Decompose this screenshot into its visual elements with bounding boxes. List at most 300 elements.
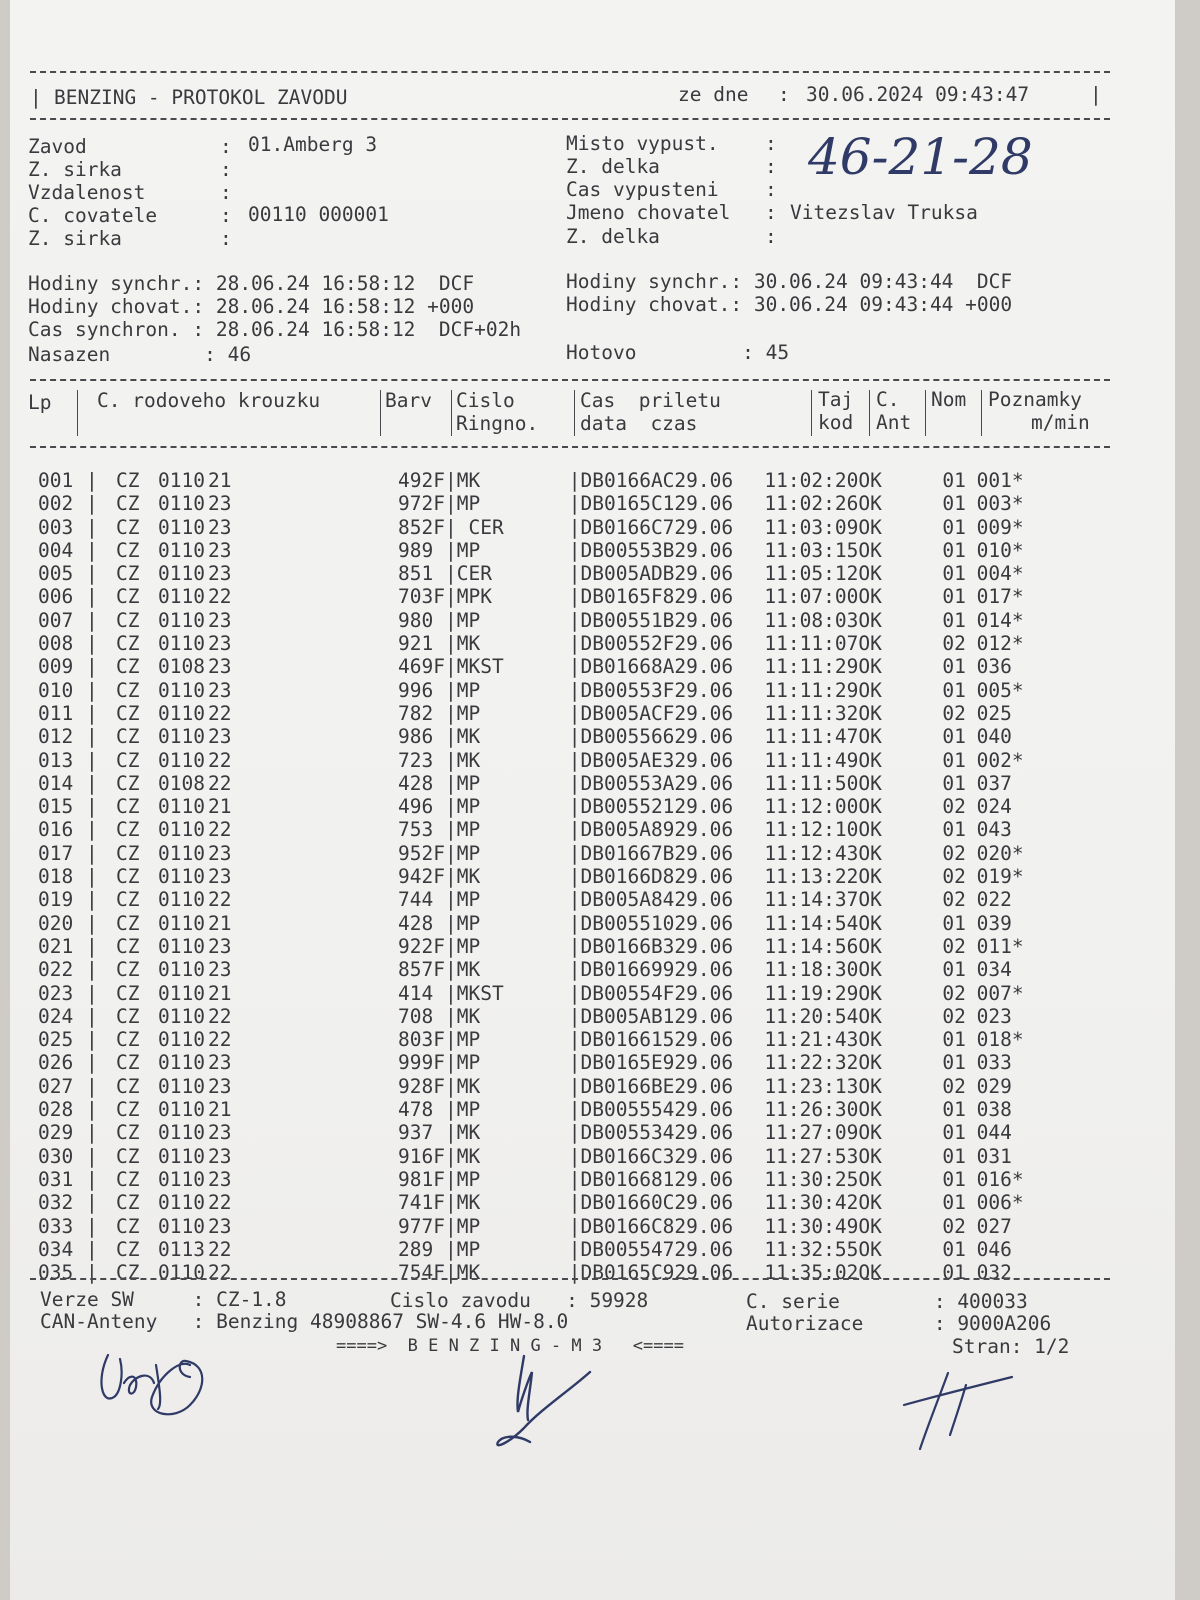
nom-number: 027 — [976, 1214, 1012, 1238]
arrival-time: 11:11:29 — [764, 655, 859, 679]
spacer — [312, 539, 362, 562]
divider: | — [568, 771, 581, 795]
nom-number: 018 — [976, 1028, 1012, 1052]
antenna-number: 01 — [942, 469, 966, 492]
antenna-number: 01 — [942, 562, 966, 586]
divider: | — [568, 1261, 581, 1285]
spacer — [362, 632, 389, 655]
divider: | — [445, 585, 457, 609]
ring-org: 0110 — [158, 608, 205, 632]
note-star: * — [1011, 865, 1024, 889]
info-colon: : — [220, 181, 232, 204]
antenna-number: 02 — [942, 1214, 966, 1238]
row-position: 003 — [38, 515, 74, 539]
divider: | — [445, 911, 457, 935]
secret-code: OK — [858, 795, 882, 819]
row-position: 028 — [38, 1098, 74, 1122]
arrival-date: 29.06 — [674, 888, 734, 912]
electronic-ring-number: DB005566 — [580, 725, 675, 749]
ring-org: 0110 — [158, 1167, 205, 1191]
row-position: 031 — [38, 1167, 74, 1191]
spacer — [312, 632, 362, 655]
ring-org: 0110 — [158, 1261, 205, 1285]
ring-year: 23 — [208, 1144, 232, 1168]
spacer — [268, 818, 312, 841]
antenna-number: 01 — [942, 655, 966, 679]
color-code: MP — [456, 538, 481, 562]
nom-number: 009 — [976, 515, 1012, 539]
antenna-number: 01 — [942, 1051, 966, 1075]
table-row — [38, 655, 1032, 678]
ring-year: 23 — [208, 562, 232, 586]
nom-number: 031 — [976, 1144, 1012, 1168]
row-position: 022 — [38, 958, 74, 982]
table-row — [38, 1191, 1032, 1214]
divider: | — [86, 795, 98, 819]
table-row — [38, 982, 1032, 1005]
electronic-ring-number: DB00554F — [580, 981, 675, 1005]
antenna-number: 01 — [942, 958, 966, 982]
arrival-date: 29.06 — [674, 981, 734, 1005]
nom-number: 024 — [976, 795, 1012, 819]
color-code: MK — [456, 1004, 481, 1028]
ring-country: CZ — [116, 655, 140, 679]
color-code: MP — [456, 841, 481, 865]
secret-code: OK — [858, 1261, 882, 1285]
table-row — [38, 772, 1032, 795]
info-label: C. covatele — [28, 204, 158, 227]
color-code: CER — [456, 562, 492, 586]
ring-number: 478 — [398, 1098, 445, 1122]
ring-year: 22 — [208, 888, 232, 912]
spacer — [312, 1261, 362, 1284]
ring-org: 0110 — [158, 515, 205, 539]
header-left-border: | — [30, 86, 42, 109]
spacer — [908, 1215, 942, 1238]
color-code: MP — [456, 1028, 481, 1052]
nom-number: 010 — [976, 538, 1012, 562]
info-colon: : — [765, 178, 777, 201]
ring-year: 23 — [208, 678, 232, 702]
table-row — [38, 842, 1032, 865]
col-ringno-2: Ringno. — [456, 412, 539, 435]
ring-number: 999F — [398, 1051, 445, 1075]
divider: | — [86, 562, 98, 586]
ring-org: 0110 — [158, 818, 205, 842]
spacer — [268, 1028, 312, 1051]
divider: | — [568, 1051, 581, 1075]
spacer — [312, 935, 362, 958]
divider: | — [445, 981, 457, 1005]
header-divider — [925, 390, 926, 436]
note-star: * — [1011, 608, 1024, 632]
spacer — [268, 912, 312, 935]
electronic-ring-number: DB005ADB — [580, 562, 675, 586]
spacer — [362, 888, 389, 911]
antenna-number: 01 — [942, 1167, 966, 1191]
electronic-ring-number: DB0166BE — [580, 1074, 675, 1098]
divider: | — [445, 701, 457, 725]
ring-number: 744 — [398, 888, 445, 912]
electronic-ring-number: DB005A84 — [580, 888, 675, 912]
results-table — [38, 469, 1032, 1284]
spacer — [362, 795, 389, 818]
divider: | — [568, 841, 581, 865]
table-row — [38, 725, 1032, 748]
electronic-ring-number: DB005ACF — [580, 701, 675, 725]
row-position: 032 — [38, 1191, 74, 1215]
note-star: * — [1011, 632, 1024, 656]
ring-number: 469F — [398, 655, 445, 679]
electronic-ring-number: DB005554 — [580, 1098, 675, 1122]
arrival-time: 11:30:42 — [764, 1191, 859, 1215]
divider: | — [445, 515, 457, 539]
color-code: MK — [456, 725, 481, 749]
spacer — [312, 1028, 362, 1051]
arrival-date: 29.06 — [674, 1051, 734, 1075]
divider: | — [445, 1237, 457, 1261]
divider: | — [568, 865, 581, 889]
spacer — [312, 982, 362, 1005]
row-position: 010 — [38, 678, 74, 702]
spacer — [908, 516, 942, 539]
nom-number: 014 — [976, 608, 1012, 632]
divider: | — [568, 934, 581, 958]
ring-number: 952F — [398, 841, 445, 865]
color-code: MP — [456, 608, 481, 632]
table-row — [38, 632, 1032, 655]
spacer — [362, 516, 389, 539]
row-position: 011 — [38, 701, 74, 725]
antenna-number: 01 — [942, 1028, 966, 1052]
spacer — [908, 469, 942, 492]
software-version: Verze SW : CZ-1.8 — [40, 1288, 287, 1311]
table-row — [38, 958, 1032, 981]
table-row — [38, 1051, 1032, 1074]
table-row — [38, 469, 1032, 492]
spacer — [908, 1098, 942, 1121]
divider: | — [445, 1261, 457, 1285]
col-nom: Nom — [931, 388, 967, 411]
row-position: 004 — [38, 538, 74, 562]
ring-country: CZ — [116, 538, 140, 562]
nom-number: 044 — [976, 1121, 1012, 1145]
ring-country: CZ — [116, 1074, 140, 1098]
ring-org: 0108 — [158, 655, 205, 679]
spacer — [312, 1168, 362, 1191]
serial-number: C. serie : 400033 — [746, 1290, 1028, 1313]
row-position: 035 — [38, 1261, 74, 1285]
divider: | — [86, 678, 98, 702]
nom-number: 019 — [976, 865, 1012, 889]
arrival-date: 29.06 — [674, 655, 734, 679]
arrival-time: 11:32:55 — [764, 1237, 859, 1261]
secret-code: OK — [858, 1237, 882, 1261]
header-divider — [574, 390, 575, 436]
ring-year: 22 — [208, 771, 232, 795]
nom-number: 040 — [976, 725, 1012, 749]
spacer — [268, 935, 312, 958]
ring-org: 0110 — [158, 888, 205, 912]
divider: | — [445, 632, 457, 656]
ring-org: 0110 — [158, 911, 205, 935]
spacer — [908, 1075, 942, 1098]
arrival-date: 29.06 — [674, 818, 734, 842]
spacer — [268, 1215, 312, 1238]
row-position: 006 — [38, 585, 74, 609]
table-row — [38, 1098, 1032, 1121]
nom-number: 037 — [976, 771, 1012, 795]
divider: | — [568, 1214, 581, 1238]
device-banner: ====> B E N Z I N G - M 3 <==== — [336, 1336, 684, 1356]
spacer — [312, 888, 362, 911]
ring-year: 23 — [208, 865, 232, 889]
arrival-date: 29.06 — [674, 492, 734, 516]
ring-country: CZ — [116, 1144, 140, 1168]
ring-country: CZ — [116, 1004, 140, 1028]
electronic-ring-number: DB0166C8 — [580, 1214, 675, 1238]
divider: | — [568, 678, 581, 702]
spacer — [312, 1051, 362, 1074]
ring-org: 0110 — [158, 1214, 205, 1238]
electronic-ring-number: DB00553F — [580, 678, 675, 702]
divider: | — [86, 1214, 98, 1238]
row-position: 015 — [38, 795, 74, 819]
arrival-time: 11:11:49 — [764, 748, 859, 772]
table-row — [38, 912, 1032, 935]
divider: | — [86, 1191, 98, 1215]
ring-country: CZ — [116, 701, 140, 725]
secret-code: OK — [858, 958, 882, 982]
note-star: * — [1011, 538, 1024, 562]
arrival-time: 11:07:00 — [764, 585, 859, 609]
note-star — [1012, 1075, 1032, 1098]
info-colon: : — [220, 135, 232, 158]
note-star — [1012, 795, 1032, 818]
ring-org: 0110 — [158, 632, 205, 656]
ring-number: 981F — [398, 1167, 445, 1191]
row-position: 029 — [38, 1121, 74, 1145]
divider: | — [445, 1074, 457, 1098]
electronic-ring-number: DB005A89 — [580, 818, 675, 842]
spacer — [362, 1215, 389, 1238]
ring-org: 0110 — [158, 562, 205, 586]
ring-org: 0110 — [158, 1191, 205, 1215]
spacer — [312, 865, 362, 888]
antenna-number: 01 — [942, 1237, 966, 1261]
nom-number: 007 — [976, 981, 1012, 1005]
nom-number: 017 — [976, 585, 1012, 609]
divider: | — [86, 1167, 98, 1191]
ring-year: 23 — [208, 1074, 232, 1098]
header-separator — [30, 118, 1110, 120]
antenna-number: 01 — [942, 748, 966, 772]
color-code: MK — [456, 1074, 481, 1098]
ring-org: 0110 — [158, 841, 205, 865]
arrival-time: 11:11:47 — [764, 725, 859, 749]
divider: | — [445, 1214, 457, 1238]
table-row — [38, 1145, 1032, 1168]
antenna-number: 02 — [942, 841, 966, 865]
divider: | — [86, 934, 98, 958]
arrival-time: 11:14:56 — [764, 934, 859, 958]
ring-number: 942F — [398, 865, 445, 889]
antenna-number: 01 — [942, 492, 966, 516]
note-star: * — [1011, 469, 1024, 492]
spacer — [362, 655, 389, 678]
ring-number: 916F — [398, 1144, 445, 1168]
divider: | — [568, 725, 581, 749]
arrival-time: 11:13:22 — [764, 865, 859, 889]
row-position: 033 — [38, 1214, 74, 1238]
arrival-date: 29.06 — [674, 1214, 734, 1238]
spacer — [362, 958, 389, 981]
ring-year: 23 — [208, 492, 232, 516]
table-row — [38, 516, 1032, 539]
secret-code: OK — [858, 1074, 882, 1098]
nom-number: 005 — [976, 678, 1012, 702]
note-star: * — [1011, 585, 1024, 609]
table-row — [38, 562, 1032, 585]
ring-org: 0110 — [158, 701, 205, 725]
arrival-time: 11:12:00 — [764, 795, 859, 819]
page-indicator: Stran: 1/2 — [952, 1335, 1070, 1358]
spacer — [312, 1145, 362, 1168]
nom-number: 012 — [976, 632, 1012, 656]
col-antenna-1: C. — [876, 388, 900, 411]
divider: | — [568, 1167, 581, 1191]
note-star — [1012, 1121, 1032, 1144]
divider: | — [568, 1074, 581, 1098]
arrival-date: 29.06 — [674, 725, 734, 749]
spacer — [268, 679, 312, 702]
spacer — [268, 1051, 312, 1074]
spacer — [312, 562, 362, 585]
divider: | — [86, 1004, 98, 1028]
ring-year: 22 — [208, 1261, 232, 1285]
arrival-time: 11:12:10 — [764, 818, 859, 842]
secret-code: OK — [858, 1144, 882, 1168]
divider: | — [445, 655, 457, 679]
col-code-2: kod — [818, 411, 854, 434]
ring-year: 22 — [208, 1028, 232, 1052]
spacer — [362, 609, 389, 632]
note-star: * — [1011, 1167, 1024, 1191]
info-label: Z. sirka — [28, 227, 122, 250]
footer-separator — [30, 1278, 1110, 1280]
arrival-time: 11:27:53 — [764, 1144, 859, 1168]
arrival-date: 29.06 — [674, 632, 734, 656]
header-divider — [981, 390, 982, 436]
ring-year: 21 — [208, 1098, 232, 1122]
row-position: 018 — [38, 865, 74, 889]
signature-left — [90, 1335, 230, 1425]
spacer — [312, 702, 362, 725]
header-divider — [811, 390, 812, 436]
ring-org: 0110 — [158, 725, 205, 749]
ring-number: 723 — [398, 748, 445, 772]
color-code: MP — [456, 888, 481, 912]
header-divider — [77, 390, 78, 436]
ring-country: CZ — [116, 771, 140, 795]
color-code: MK — [456, 865, 481, 889]
color-code: MP — [456, 1051, 481, 1075]
spacer — [908, 1121, 942, 1144]
spacer — [268, 1168, 312, 1191]
spacer — [908, 562, 942, 585]
info-colon: : — [220, 158, 232, 181]
note-star: * — [1011, 748, 1024, 772]
arrival-date: 29.06 — [674, 934, 734, 958]
table-row — [38, 935, 1032, 958]
electronic-ring-number: DB005521 — [580, 795, 675, 819]
note-star: * — [1011, 562, 1024, 586]
spacer — [268, 1145, 312, 1168]
nom-number: 023 — [976, 1004, 1012, 1028]
divider: | — [445, 492, 457, 516]
divider: | — [86, 1121, 98, 1145]
arrival-date: 29.06 — [674, 1074, 734, 1098]
info-label: Z. delka — [566, 155, 660, 178]
divider: | — [445, 934, 457, 958]
ring-country: CZ — [116, 1167, 140, 1191]
arrival-time: 11:02:26 — [764, 492, 859, 516]
ring-country: CZ — [116, 1051, 140, 1075]
antenna-number: 02 — [942, 1074, 966, 1098]
spacer — [312, 492, 362, 515]
nom-number: 004 — [976, 562, 1012, 586]
arrival-time: 11:11:07 — [764, 632, 859, 656]
ring-number: 972F — [398, 492, 445, 516]
spacer — [362, 585, 389, 608]
spacer — [362, 1238, 389, 1261]
divider: | — [86, 701, 98, 725]
divider: | — [445, 1121, 457, 1145]
spacer — [312, 679, 362, 702]
divider: | — [568, 981, 581, 1005]
spacer — [268, 1121, 312, 1144]
divider: | — [445, 469, 457, 492]
spacer — [908, 1051, 942, 1074]
info-colon: : — [220, 204, 232, 227]
ring-country: CZ — [116, 888, 140, 912]
ring-number: 428 — [398, 911, 445, 935]
spacer — [908, 702, 942, 725]
spacer — [268, 842, 312, 865]
arrival-time: 11:11:29 — [764, 678, 859, 702]
note-star: * — [1011, 515, 1024, 539]
ring-number: 977F — [398, 1214, 445, 1238]
ring-year: 23 — [208, 958, 232, 982]
note-star — [1012, 655, 1032, 678]
divider: | — [445, 958, 457, 982]
divider: | — [568, 1237, 581, 1261]
nom-number: 046 — [976, 1237, 1012, 1261]
antenna-number: 01 — [942, 585, 966, 609]
electronic-ring-number: DB0165C1 — [580, 492, 675, 516]
ring-country: CZ — [116, 515, 140, 539]
spacer — [908, 1261, 942, 1284]
spacer — [908, 1191, 942, 1214]
note-star: * — [1011, 934, 1024, 958]
spacer — [268, 1098, 312, 1121]
secret-code: OK — [858, 1051, 882, 1075]
electronic-ring-number: DB0165C9 — [580, 1261, 675, 1285]
spacer — [908, 492, 942, 515]
table-header-separator — [30, 446, 1110, 448]
arrival-date: 29.06 — [674, 795, 734, 819]
electronic-ring-number: DB0165F8 — [580, 585, 675, 609]
